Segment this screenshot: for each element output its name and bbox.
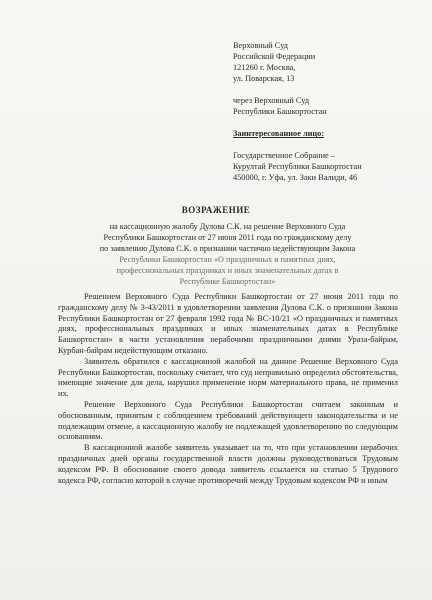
- recipient-block: [233, 40, 423, 183]
- interested-party-label: Заинтересованное лицо:: [233, 129, 325, 138]
- recipient-line: Республики Башкортостан: [233, 107, 327, 116]
- spacer: [233, 117, 423, 128]
- subject-line: Республики Башкортостан от 27 июня 2011 года по гражданскому делу: [103, 233, 352, 242]
- document-body: [58, 292, 398, 486]
- spacer: [233, 84, 423, 95]
- interested-party-line: Курултай Республики Башкортостан: [233, 162, 362, 171]
- document-subject: [55, 221, 400, 287]
- recipient-line: ул. Поварская, 13: [233, 74, 295, 83]
- recipient-line: 121260 г. Москва,: [233, 63, 296, 72]
- body-paragraph: Решением Верховного Суда Республики Башкортостан от 27 июня 2011 года по гражданскому делу № 3-43/2011 в удовлетворении заявления Дулова С.К. о признании Закона Республики Башкортостан от 27 февраля 1992 года № ВС-10/21 «О праздничных и памятных днях, профессиональных праздниках и иных знаменательных датах в Республике Башкортостан» в части установления нерабочими праздничными днями Ураза-байрам, Курбан-байрам недействующим отказано.: [58, 292, 398, 355]
- subject-line: Республике Башкортостан»: [179, 277, 276, 286]
- recipient-line: Верховный Суд: [233, 41, 288, 50]
- recipient-line: Российской Федерации: [233, 52, 316, 61]
- body-paragraph: В кассационной жалобе заявитель указывает на то, что при установлении нерабочих праздничных дней органы государственной власти должны руководствоваться Трудовым кодексом РФ. В обоснование своего довода заявитель ссылается на статью 5 Трудового кодекса РФ, согласно которой в случае противоречий между Трудовым кодексом РФ и иным: [58, 443, 398, 485]
- subject-line: Республики Башкортостан «О праздничных и памятных днях,: [119, 255, 336, 264]
- document-title: ВОЗРАЖЕНИЕ: [181, 205, 251, 215]
- subject-line: на кассационную жалобу Дулова С.К. на решение Верховного Суда: [109, 222, 346, 231]
- spacer: [233, 139, 423, 150]
- interested-party-line: Государственное Собрание –: [233, 151, 335, 160]
- body-paragraph: Заявитель обратился с кассационной жалобой на данное Решение Верховного Суда Республики Башкортостан, поскольку считает, что суд неправильно определил обстоятельства, имеющие значение для дела, нарушил применение норм материального права, не применил их.: [58, 356, 398, 399]
- interested-party-line: 450000, г. Уфа, ул. Заки Валиди, 46: [233, 173, 358, 182]
- recipient-line: через Верховный Суд: [233, 96, 310, 105]
- subject-line: по заявлению Дулова С.К. о признании частично недействующим Закона: [99, 244, 356, 253]
- body-paragraph: Решение Верховного Суда Республики Башкортостан считаем законным и обоснованным, принятым с соблюдением требований действующего законодательства и не подлежащим отмене, а кассационную жалобу не подлежащей удовлетворению по следующим основаниям.: [58, 399, 398, 442]
- subject-line: профессиональных праздниках и иных знаменательных датах в: [116, 266, 339, 275]
